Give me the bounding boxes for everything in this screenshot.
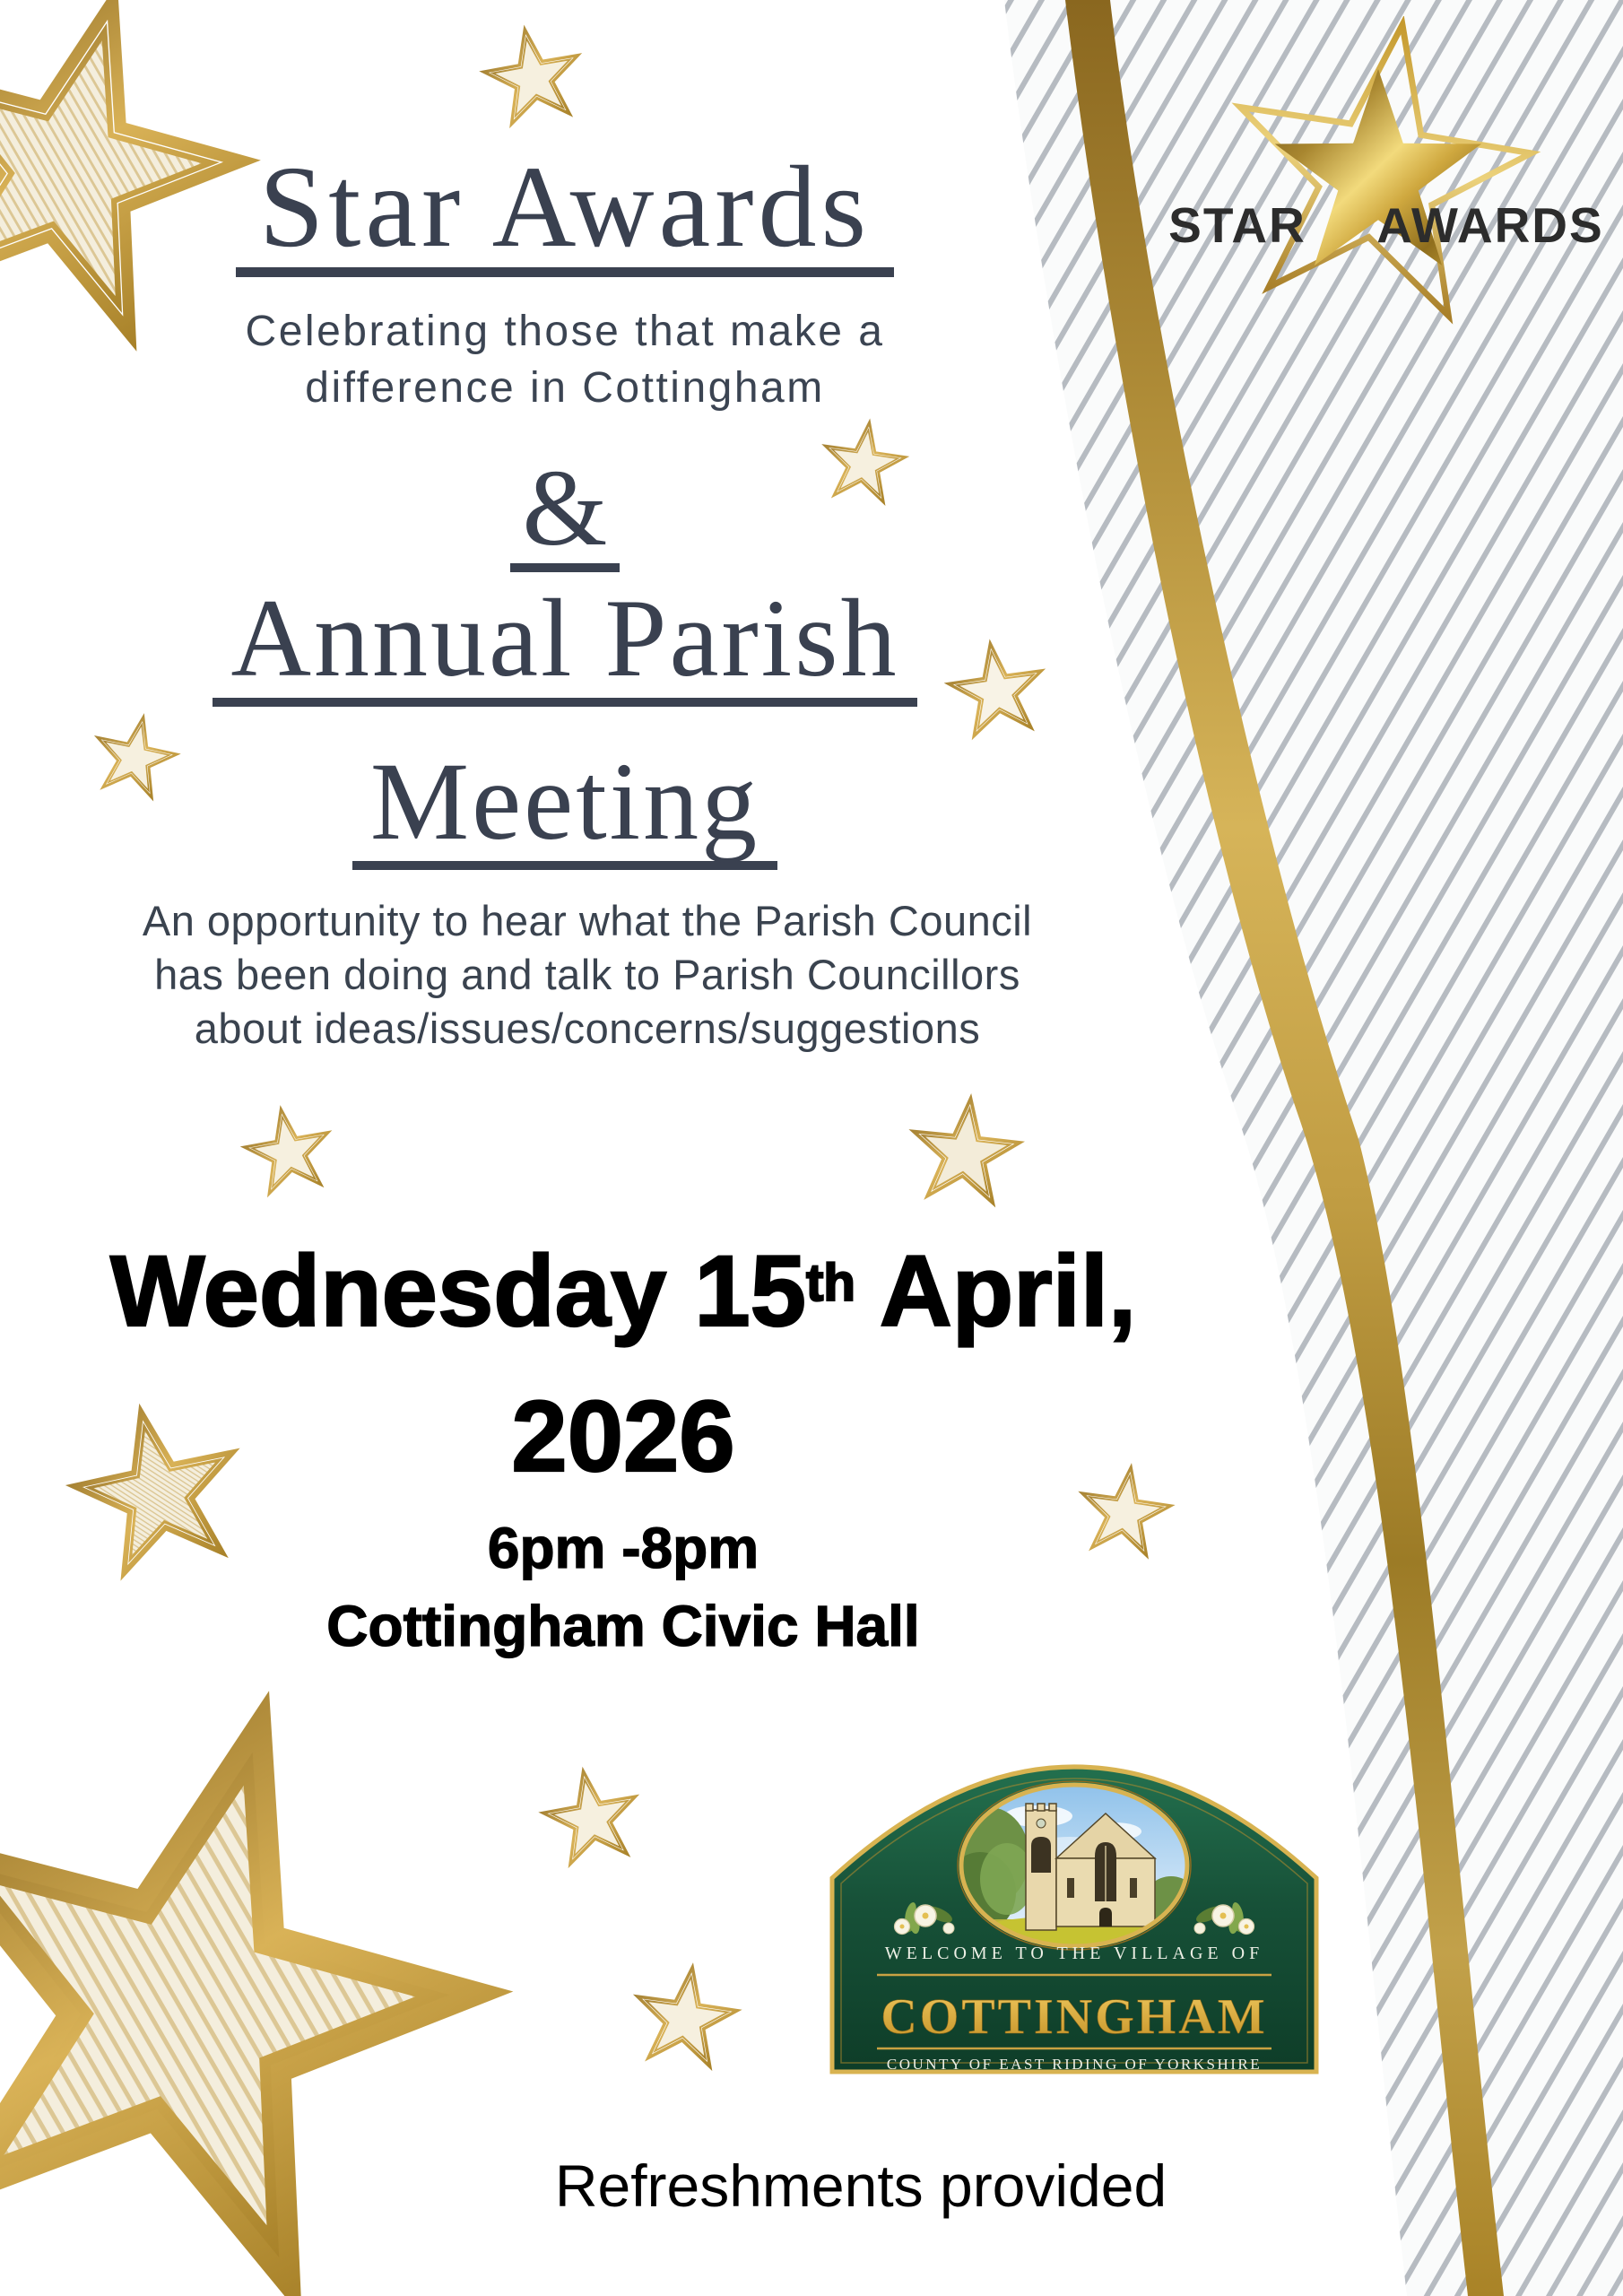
date-ordinal: th — [805, 1254, 855, 1313]
star-awards-logo — [1132, 16, 1616, 352]
event-date: Wednesday 15th April, — [109, 1235, 1137, 1347]
sign-village-name: COTTINGHAM — [881, 1989, 1268, 2045]
decorative-star-icon — [537, 1763, 645, 1867]
event-time: 6pm -8pm — [487, 1516, 759, 1580]
decorative-star-icon — [629, 1961, 742, 2069]
decorative-star-icon — [478, 22, 588, 127]
subtitle: Celebrating those that make a difference in Cottingham — [245, 308, 885, 412]
decorative-star-icon — [907, 1093, 1024, 1205]
event-venue: Cottingham Civic Hall — [326, 1594, 920, 1658]
gold-star-icon — [1213, 16, 1548, 325]
decorative-star-icon — [239, 1101, 336, 1196]
intro-paragraph: An opportunity to hear what the Parish Council has been doing and talk to Parish Councillors about ideas/issues/concerns/suggestions — [142, 897, 1033, 1052]
ampersand: & — [0, 454, 1130, 572]
star-awards-word-left: STAR — [1168, 197, 1306, 253]
page-title: Star Awards — [0, 149, 1130, 277]
village-sign — [825, 1760, 1324, 2079]
heading-annual-parish: Annual Parish — [0, 583, 1130, 707]
sign-tagline-bottom: COUNTY OF EAST RIDING OF YORKSHIRE — [886, 2056, 1263, 2073]
sign-tagline-top: WELCOME TO THE VILLAGE OF — [884, 1944, 1264, 1963]
event-year: 2026 — [511, 1380, 735, 1492]
heading-meeting: Meeting — [0, 746, 1130, 870]
star-awards-word-right: AWARDS — [1376, 197, 1604, 253]
refreshments-note: Refreshments provided — [554, 2152, 1167, 2219]
